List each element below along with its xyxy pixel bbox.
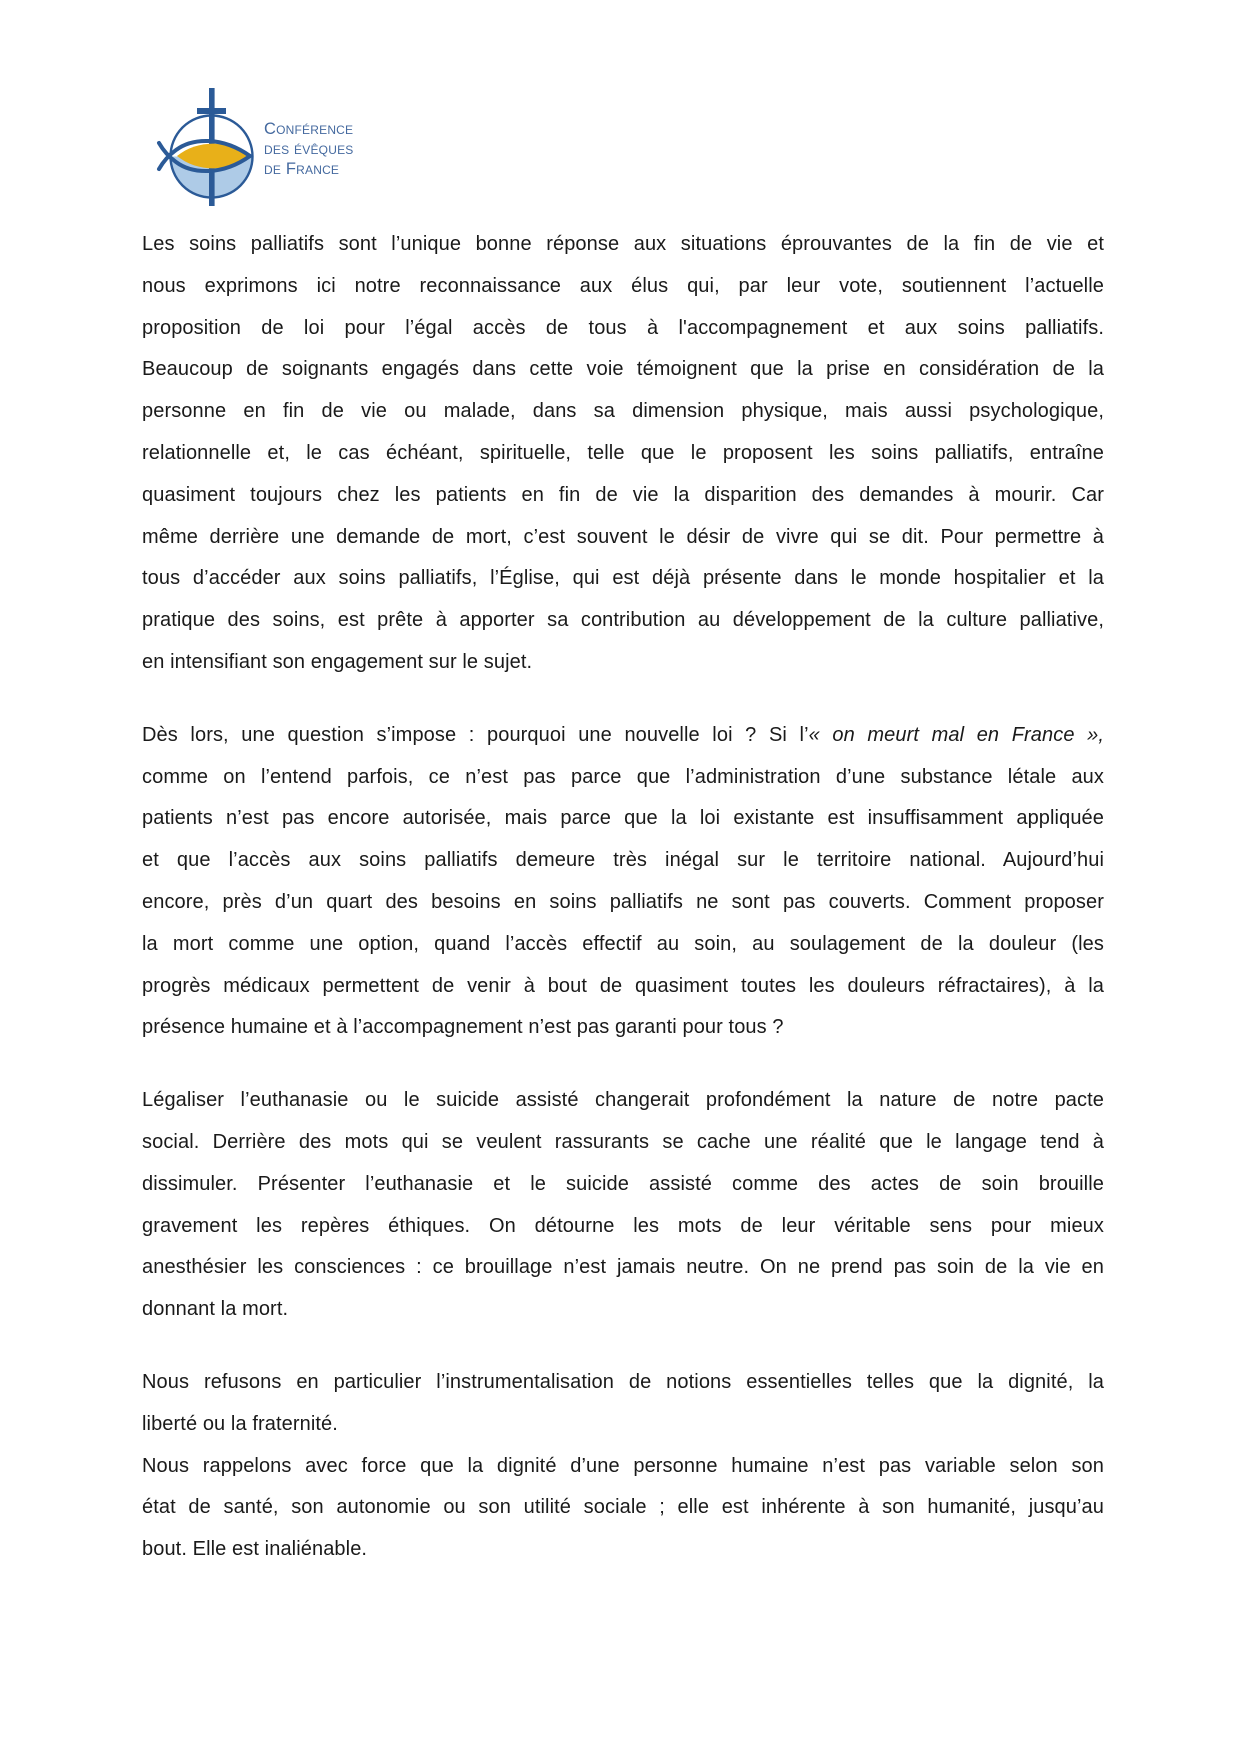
logo-wordmark-line: Conférence [264, 120, 354, 138]
text-line: tous d’accéder aux soins palliatifs, l’Église, qui est déjà présente dans le monde hospitalier et la [142, 567, 1104, 590]
text-line: liberté ou la fraternité. [142, 1412, 338, 1435]
text-line: Dès lors, une question s’impose : pourquoi une nouvelle loi ? Si l’« on meurt mal en France », [142, 723, 1104, 746]
text-line: nous exprimons ici notre reconnaissance aux élus qui, par leur vote, soutiennent l’actuelle [142, 274, 1104, 297]
text-line: dissimuler. Présenter l’euthanasie et le suicide assisté comme des actes de soin brouille [142, 1172, 1104, 1195]
text-line: Nous refusons en particulier l’instrumentalisation de notions essentielles telles que la dignité, la [142, 1370, 1104, 1393]
text-line: proposition de loi pour l’égal accès de tous à l'accompagnement et aux soins palliatifs. [142, 316, 1104, 339]
text-line: présence humaine et à l’accompagnement n’est pas garanti pour tous ? [142, 1016, 784, 1039]
cef-logo [140, 80, 410, 212]
text-line: Beaucoup de soignants engagés dans cette voie témoignent que la prise en considération de la [142, 358, 1104, 381]
text-line: progrès médicaux permettent de venir à bout de quasiment toutes les douleurs réfractaires), à la [142, 974, 1104, 997]
text-line: donnant la mort. [142, 1298, 289, 1321]
text-line: anesthésier les consciences : ce brouillage n’est jamais neutre. On ne prend pas soin de la vie en [142, 1256, 1104, 1279]
text-line: état de santé, son autonomie ou son utilité sociale ; elle est inhérente à son humanité, jusqu’au [142, 1496, 1104, 1519]
text-line: Nous rappelons avec force que la dignité d’une personne humaine n’est pas variable selon son [142, 1454, 1104, 1477]
text-line: bout. Elle est inaliénable. [142, 1538, 368, 1561]
text-line: personne en fin de vie ou malade, dans sa dimension physique, mais aussi psychologique, [142, 400, 1104, 423]
text-line: la mort comme une option, quand l’accès effectif au soin, au soulagement de la douleur (les [142, 932, 1104, 955]
text-line: pratique des soins, est prête à apporter sa contribution au développement de la culture palliative, [142, 609, 1104, 632]
text-line: Légaliser l’euthanasie ou le suicide assisté changerait profondément la nature de notre pacte [142, 1089, 1104, 1112]
paragraph [142, 1080, 1104, 1331]
logo-wordmark [264, 120, 353, 179]
paragraph [142, 715, 1104, 1049]
text-line: et que l’accès aux soins palliatifs demeure très inégal sur le territoire national. Aujourd’hui [142, 849, 1104, 872]
cross-horizontal [197, 108, 226, 114]
cef-fish-globe-cross-icon [140, 80, 270, 210]
paragraph [142, 1362, 1104, 1446]
text-line: même derrière une demande de mort, c’est souvent le désir de vivre qui se dit. Pour permettre à [142, 525, 1104, 548]
paragraph [142, 224, 1104, 684]
text-line: gravement les repères éthiques. On détourne les mots de leur véritable sens pour mieux [142, 1214, 1104, 1237]
logo-wordmark-line: des évêques [264, 139, 354, 158]
logo-wordmark-line: de France [264, 159, 340, 178]
text-line: en intensifiant son engagement sur le sujet. [142, 650, 533, 673]
paragraph [142, 1446, 1104, 1571]
text-line: encore, près d’un quart des besoins en soins palliatifs ne sont pas couverts. Comment proposer [142, 890, 1104, 913]
document-body [142, 224, 1104, 1602]
text-line: patients n’est pas encore autorisée, mais parce que la loi existante est insuffisamment appliquée [142, 807, 1104, 830]
text-line: social. Derrière des mots qui se veulent rassurants se cache une réalité que le langage tend à [142, 1130, 1104, 1153]
text-line: quasiment toujours chez les patients en fin de vie la disparition des demandes à mourir. Car [142, 483, 1104, 506]
text-line: Les soins palliatifs sont l’unique bonne réponse aux situations éprouvantes de la fin de vie et [142, 233, 1104, 255]
text-line: relationnelle et, le cas échéant, spirituelle, telle que le proposent les soins palliatifs, entraîne [142, 441, 1104, 464]
text-line: comme on l’entend parfois, ce n’est pas parce que l’administration d’une substance létale aux [142, 765, 1104, 788]
